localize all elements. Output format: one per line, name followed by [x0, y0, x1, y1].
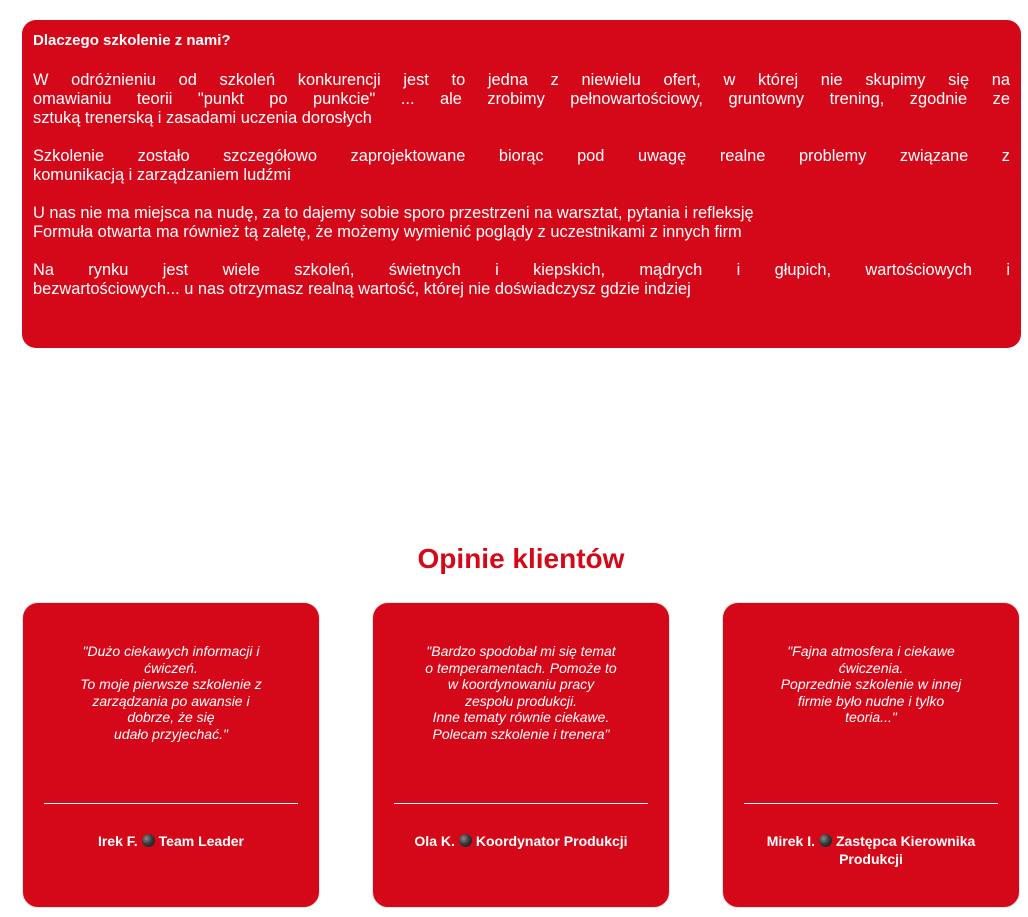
- author-role: Zastępca Kierownika Produkcji: [835, 833, 976, 867]
- quote-line: "Fajna atmosfera i ciekawe: [787, 643, 955, 659]
- testimonial-quote: [743, 643, 999, 726]
- why-us-paragraph-4: [33, 261, 1010, 299]
- card-divider: [44, 803, 298, 804]
- why-us-line: W odróżnieniu od szkoleń konkurencji jest to jedna z niewielu ofert, w której nie skupimy się na: [33, 71, 1010, 89]
- testimonial-quote: [43, 643, 299, 742]
- dark-bullet-icon: [459, 834, 472, 847]
- why-us-paragraph-1: [33, 71, 1010, 128]
- quote-line: udało przyjechać.": [114, 725, 228, 742]
- quote-line: Poprzednie szkolenie w innej: [780, 676, 962, 692]
- why-us-line: omawianiu teorii "punkt po punkcie" ... ale zrobimy pełnowartościowy, gruntowny trening, zgodnie ze: [33, 90, 1010, 108]
- quote-line: zarządzania po awansie i: [92, 692, 250, 709]
- why-us-line: bezwartościowych... u nas otrzymasz realną wartość, której nie doświadczysz gdzie indziej: [33, 280, 691, 298]
- author-name: Ola K.: [414, 833, 455, 849]
- testimonial-card: [372, 602, 670, 908]
- author-role: Koordynator Produkcji: [475, 833, 628, 849]
- quote-line: Inne tematy równie ciekawe.: [432, 709, 610, 725]
- quote-line: firmie było nudne i tylko: [797, 692, 945, 709]
- why-us-box: [22, 20, 1021, 348]
- dark-bullet-icon: [142, 834, 155, 847]
- testimonial-author: [43, 832, 299, 850]
- author-name: Irek F.: [97, 833, 138, 849]
- author-role: Team Leader: [158, 833, 245, 849]
- why-us-line: Na rynku jest wiele szkoleń, świetnych i kiepskich, mądrych i głupich, wartościowych i: [33, 261, 1010, 279]
- testimonial-quote: [393, 643, 649, 742]
- why-us-line: Formuła otwarta ma również tą zaletę, że możemy wymienić poglądy z uczestnikami z innych firm: [33, 223, 742, 241]
- why-us-line: U nas nie ma miejsca na nudę, za to dajemy sobie sporo przestrzeni na warsztat, pytania i refleksję: [33, 204, 754, 222]
- quote-line: teoria...": [845, 709, 897, 725]
- quote-line: "Dużo ciekawych informacji i: [82, 643, 260, 659]
- quote-line: Polecam szkolenie i trenera": [432, 725, 610, 742]
- quote-line: ćwiczeń.: [144, 659, 198, 676]
- dark-bullet-icon: [819, 834, 832, 847]
- quote-line: o temperamentach. Pomoże to: [425, 659, 617, 676]
- card-divider: [394, 803, 648, 804]
- quote-line: ćwiczenia.: [838, 659, 904, 676]
- quote-line: w koordynowaniu pracy: [447, 676, 595, 692]
- quote-line: To moje pierwsze szkolenie z: [80, 676, 262, 692]
- card-divider: [744, 803, 998, 804]
- quote-line: "Bardzo spodobał mi się temat: [426, 643, 616, 659]
- testimonial-author: [393, 832, 649, 850]
- author-name: Mirek I.: [766, 833, 815, 849]
- why-us-title: Dlaczego szkolenie z nami?: [33, 32, 231, 49]
- why-us-line: komunikacją i zarządzaniem ludźmi: [33, 166, 291, 184]
- testimonials-title: Opinie klientów: [417, 543, 625, 574]
- testimonial-card: [22, 602, 320, 908]
- testimonial-author: [743, 832, 999, 868]
- quote-line: dobrze, że się: [127, 709, 215, 725]
- why-us-line: sztuką trenerską i zasadami uczenia dorosłych: [33, 109, 372, 127]
- testimonial-card: [722, 602, 1020, 908]
- quote-line: zespołu produkcji.: [464, 692, 578, 709]
- why-us-paragraph-2: [33, 147, 1010, 185]
- why-us-line: Szkolenie zostało szczegółowo zaprojektowane biorąc pod uwagę realne problemy związane z: [33, 147, 1010, 165]
- why-us-paragraph-3: [33, 204, 1010, 242]
